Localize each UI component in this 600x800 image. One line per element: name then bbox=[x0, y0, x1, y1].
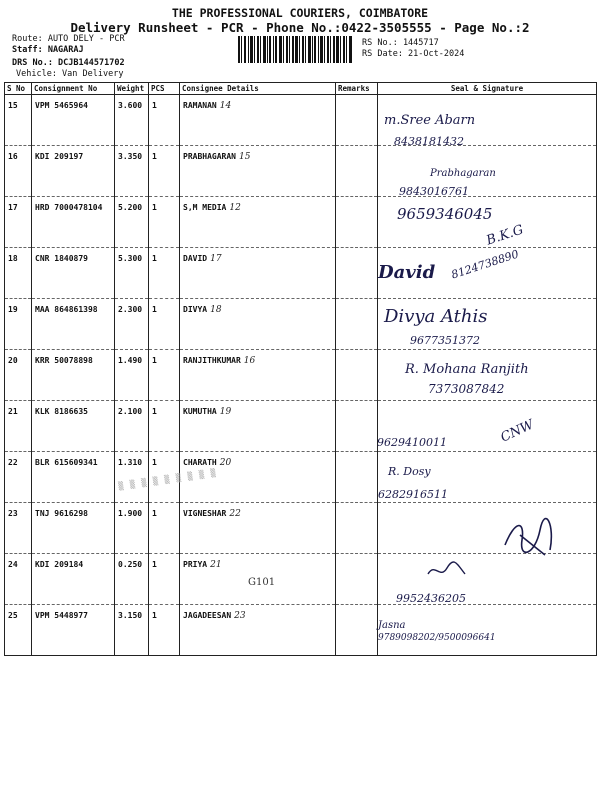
handwritten-number: 23 bbox=[234, 611, 246, 621]
weight-cell: 2.100 bbox=[115, 401, 149, 452]
remarks-cell bbox=[336, 299, 378, 350]
handwritten-phone: 9659346045 bbox=[397, 205, 493, 223]
sno-cell: 16 bbox=[5, 146, 32, 197]
signature-cell bbox=[378, 605, 597, 656]
remarks-cell bbox=[336, 248, 378, 299]
remarks-cell bbox=[336, 95, 378, 146]
remarks-cell bbox=[336, 350, 378, 401]
signature-scribble bbox=[425, 560, 470, 582]
consignment-cell: BLR 615609341 bbox=[32, 452, 115, 503]
table-header-row bbox=[5, 83, 597, 95]
handwritten-phone: 9629410011 bbox=[377, 436, 447, 449]
signature: Jasna bbox=[378, 620, 406, 631]
pcs-cell: 1 bbox=[149, 401, 180, 452]
consignee-name: CHARATH bbox=[183, 458, 217, 467]
pcs-cell: 1 bbox=[149, 452, 180, 503]
weight-cell: 1.490 bbox=[115, 350, 149, 401]
weight-cell: 0.250 bbox=[115, 554, 149, 605]
remarks-cell bbox=[336, 401, 378, 452]
handwritten-phone: 9843016761 bbox=[399, 185, 469, 198]
consignment-cell: VPM 5448977 bbox=[32, 605, 115, 656]
consignee-cell bbox=[180, 95, 336, 146]
signature: B.K.G bbox=[484, 222, 526, 249]
weight-cell: 2.300 bbox=[115, 299, 149, 350]
consignee-cell bbox=[180, 197, 336, 248]
col-sno: S No bbox=[5, 83, 32, 95]
remarks-cell bbox=[336, 503, 378, 554]
weight-cell: 1.310 bbox=[115, 452, 149, 503]
sno-cell: 19 bbox=[5, 299, 32, 350]
barcode bbox=[238, 36, 353, 63]
col-consignee: Consignee Details bbox=[180, 83, 336, 95]
table-row bbox=[5, 452, 597, 503]
pcs-cell: 1 bbox=[149, 605, 180, 656]
pcs-cell: 1 bbox=[149, 248, 180, 299]
consignee-cell bbox=[180, 350, 336, 401]
signature: R. Dosy bbox=[388, 465, 431, 478]
sno-cell: 21 bbox=[5, 401, 32, 452]
weight-cell: 5.200 bbox=[115, 197, 149, 248]
pcs-cell: 1 bbox=[149, 350, 180, 401]
handwritten-phone: 9677351372 bbox=[410, 334, 480, 347]
weight-cell: 1.900 bbox=[115, 503, 149, 554]
consignee-name: JAGADEESAN bbox=[183, 611, 232, 620]
col-pcs: PCS bbox=[149, 83, 180, 95]
handwritten-phone: 9952436205 bbox=[396, 592, 466, 605]
sno-cell: 15 bbox=[5, 95, 32, 146]
consignment-cell: KDI 209197 bbox=[32, 146, 115, 197]
consignee-name: RANJITHKUMAR bbox=[183, 356, 241, 365]
consignment-cell: KLK 8186635 bbox=[32, 401, 115, 452]
col-consignment: Consignment No bbox=[32, 83, 115, 95]
pcs-cell: 1 bbox=[149, 197, 180, 248]
remarks-cell bbox=[336, 605, 378, 656]
consignee-name: DAVID bbox=[183, 254, 208, 263]
rs-no-label: RS No.: 1445717 bbox=[362, 38, 439, 48]
handwritten-phone: 8438181432 bbox=[394, 135, 464, 148]
table-row bbox=[5, 299, 597, 350]
handwritten-number: 12 bbox=[229, 203, 241, 213]
handwritten-number: 17 bbox=[210, 254, 222, 264]
handwritten-phone: 8124738890 bbox=[449, 247, 521, 282]
handwritten-number: 20 bbox=[219, 458, 232, 468]
pcs-cell: 1 bbox=[149, 95, 180, 146]
runsheet-title: Delivery Runsheet - PCR - Phone No.:0422-3505555 - Page No.:2 bbox=[70, 20, 530, 35]
sno-cell: 25 bbox=[5, 605, 32, 656]
consignment-cell: CNR 1840879 bbox=[32, 248, 115, 299]
consignment-cell: KRR 50078898 bbox=[32, 350, 115, 401]
signature: Prabhagaran bbox=[430, 168, 496, 179]
route-label: Route: AUTO DELY - PCR bbox=[12, 34, 125, 44]
table-row bbox=[5, 554, 597, 605]
consignment-cell: KDI 209184 bbox=[32, 554, 115, 605]
sno-cell: 20 bbox=[5, 350, 32, 401]
weight-cell: 5.300 bbox=[115, 248, 149, 299]
handwritten-number: 15 bbox=[238, 152, 251, 162]
sno-cell: 23 bbox=[5, 503, 32, 554]
signature: CNW bbox=[498, 417, 537, 446]
handwritten-number: 19 bbox=[219, 407, 232, 417]
signature: R. Mohana Ranjith bbox=[405, 362, 529, 377]
pcs-cell: 1 bbox=[149, 299, 180, 350]
col-remarks: Remarks bbox=[336, 83, 378, 95]
weight-cell: 3.150 bbox=[115, 605, 149, 656]
consignee-cell bbox=[180, 146, 336, 197]
consignee-name: PRIYA bbox=[183, 560, 208, 569]
handwritten-number: 18 bbox=[210, 305, 222, 315]
signature-scribble bbox=[500, 515, 560, 560]
signature-cell bbox=[378, 503, 597, 554]
col-weight: Weight bbox=[115, 83, 149, 95]
consignee-name: RAMANAN bbox=[183, 101, 217, 110]
consignee-name: KUMUTHA bbox=[183, 407, 217, 416]
pcs-cell: 1 bbox=[149, 146, 180, 197]
rs-date-label: RS Date: 21-Oct-2024 bbox=[362, 49, 465, 59]
sno-cell: 22 bbox=[5, 452, 32, 503]
consignee-cell bbox=[180, 605, 336, 656]
remarks-cell bbox=[336, 554, 378, 605]
signature: m.Sree Abarn bbox=[384, 113, 476, 128]
handwritten-phone: 9789098202/9500096641 bbox=[378, 633, 496, 643]
consignee-name: S,M MEDIA bbox=[183, 203, 227, 212]
handwritten-note: G101 bbox=[248, 577, 276, 588]
remarks-cell bbox=[336, 197, 378, 248]
handwritten-number: 22 bbox=[229, 509, 241, 519]
staff-label: Staff: NAGARAJ bbox=[12, 45, 84, 55]
consignment-cell: MAA 864861398 bbox=[32, 299, 115, 350]
pcs-cell: 1 bbox=[149, 503, 180, 554]
company-title: THE PROFESSIONAL COURIERS, COIMBATORE bbox=[171, 6, 429, 20]
consignment-cell: TNJ 9616298 bbox=[32, 503, 115, 554]
consignee-cell bbox=[180, 248, 336, 299]
consignment-cell: VPM 5465964 bbox=[32, 95, 115, 146]
weight-cell: 3.600 bbox=[115, 95, 149, 146]
table-row bbox=[5, 605, 597, 656]
signature: Divya Athis bbox=[384, 306, 488, 327]
handwritten-number: 14 bbox=[219, 101, 232, 111]
drs-label: DRS No.: DCJB144571702 bbox=[12, 58, 125, 68]
sno-cell: 18 bbox=[5, 248, 32, 299]
consignee-name: VIGNESHAR bbox=[183, 509, 227, 518]
table-row bbox=[5, 95, 597, 146]
faint-stamp: ▒ ▒ ▒ ▒ ▒ ▒ ▒ ▒ ▒ bbox=[117, 468, 218, 491]
handwritten-number: 21 bbox=[210, 560, 222, 570]
consignee-cell bbox=[180, 401, 336, 452]
remarks-cell bbox=[336, 146, 378, 197]
handwritten-number: 16 bbox=[243, 356, 256, 366]
signature: David bbox=[378, 262, 436, 283]
consignment-cell: HRD 7000478104 bbox=[32, 197, 115, 248]
sno-cell: 24 bbox=[5, 554, 32, 605]
handwritten-phone: 6282916511 bbox=[378, 488, 448, 501]
handwritten-phone: 7373087842 bbox=[428, 382, 505, 396]
consignee-cell bbox=[180, 299, 336, 350]
weight-cell: 3.350 bbox=[115, 146, 149, 197]
consignee-name: PRABHAGARAN bbox=[183, 152, 236, 161]
vehicle-label: Vehicle: Van Delivery bbox=[16, 69, 124, 79]
pcs-cell: 1 bbox=[149, 554, 180, 605]
sno-cell: 17 bbox=[5, 197, 32, 248]
table-row bbox=[5, 146, 597, 197]
consignee-cell bbox=[180, 503, 336, 554]
remarks-cell bbox=[336, 452, 378, 503]
consignee-name: DIVYA bbox=[183, 305, 208, 314]
col-signature: Seal & Signature bbox=[378, 83, 597, 95]
